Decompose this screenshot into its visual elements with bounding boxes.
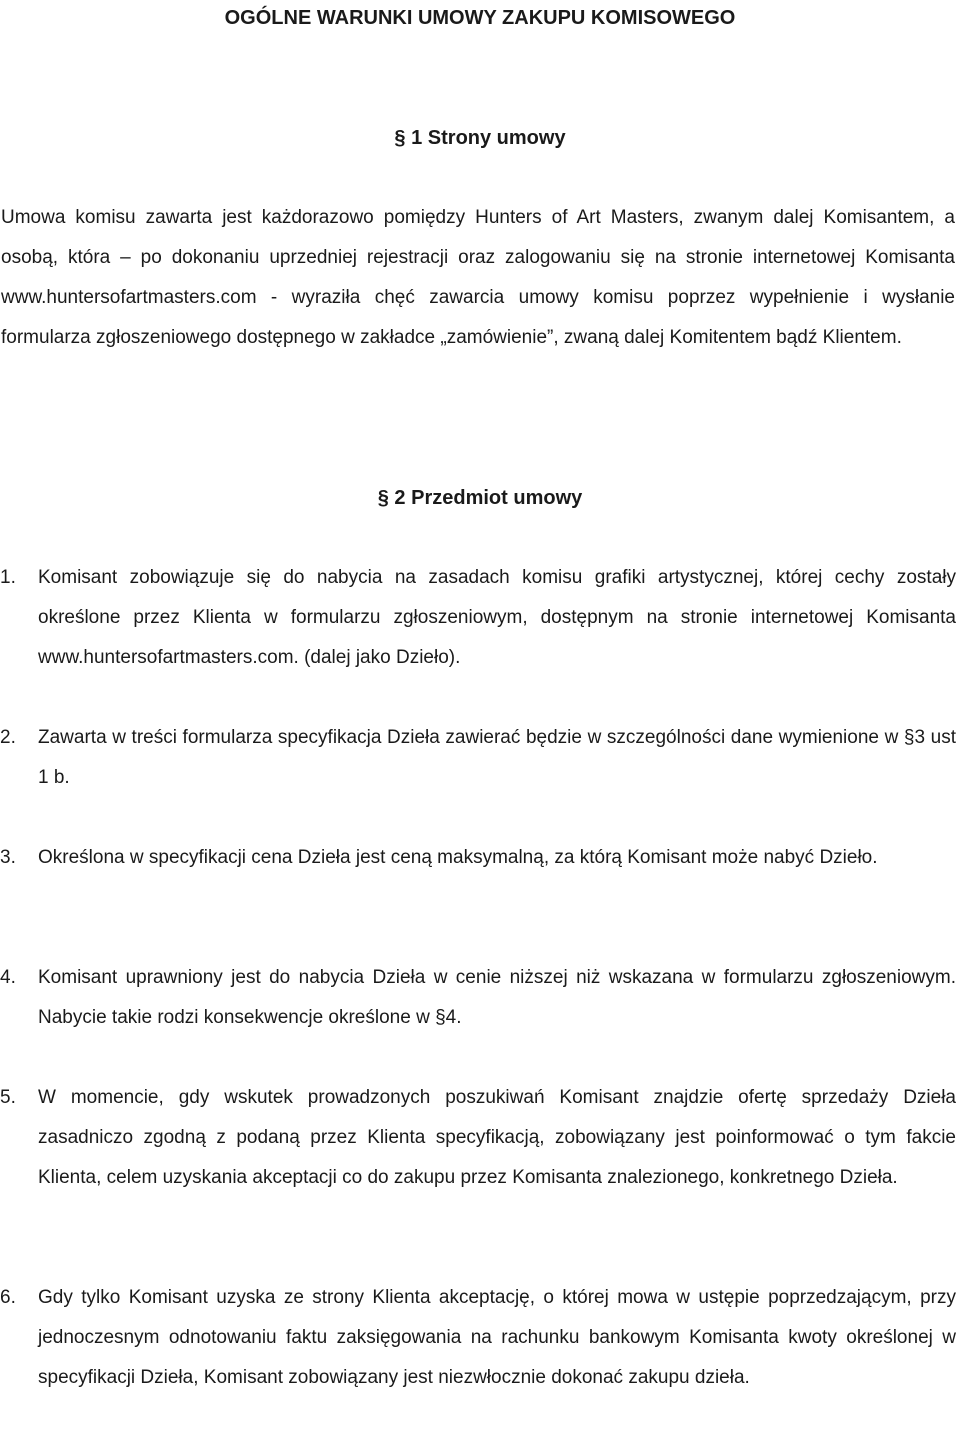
list-item-text: Komisant zobowiązuje się do nabycia na zasadach komisu grafiki artystycznej, której cechy zostały określone przez Klienta w formularzu zgłoszeniowym, dostępnym na stronie internetowej Komisanta www.huntersofartmasters.com. (dalej jako Dzieło). (38, 567, 956, 668)
list-item-text: Gdy tylko Komisant uzyska ze strony Klienta akceptację, o której mowa w ustępie poprzedzającym, przy jednoczesnym odnotowaniu faktu zaksięgowania na rachunku bankowym Komisanta kwoty określonej w specyfikacji Dzieła, Komisant zobowiązany jest niezwłocznie dokonać zakupu dzieła. (38, 1287, 956, 1388)
list-item-number: 2. (0, 727, 16, 748)
list-item-text: Zawarta w treści formularza specyfikacja Dzieła zawierać będzie w szczególności dane wymienione w §3 ust 1 b. (38, 727, 956, 788)
section-heading-strony-umowy: § 1 Strony umowy (394, 127, 566, 149)
list-item-number: 1. (0, 567, 16, 588)
list-item (0, 718, 956, 798)
list-item (0, 838, 956, 878)
list-item (0, 958, 956, 1038)
document-title: OGÓLNE WARUNKI UMOWY ZAKUPU KOMISOWEGO (224, 7, 736, 29)
list-item-text: W momencie, gdy wskutek prowadzonych poszukiwań Komisant znajdzie ofertę sprzedaży Dzieła zasadniczo zgodną z podaną przez Klienta specyfikacją, zobowiązany jest poinformować o tym fakcie Klienta, celem uzyskania akceptacji co do zakupu przez Komisanta znalezionego, konkretnego Dzieła. (38, 1087, 956, 1188)
list-item-number: 6. (0, 1287, 16, 1308)
list-item (0, 1078, 956, 1198)
section-heading-przedmiot-umowy: § 2 Przedmiot umowy (377, 487, 583, 509)
list-item (0, 1278, 956, 1398)
list-item-number: 3. (0, 847, 16, 868)
list-item-number: 4. (0, 967, 16, 988)
list-item-number: 5. (0, 1087, 16, 1108)
list-item-text: Określona w specyfikacji cena Dzieła jest ceną maksymalną, za którą Komisant może nabyć Dzieło. (38, 847, 878, 868)
list-item (0, 558, 956, 678)
section-1-paragraph: Umowa komisu zawarta jest każdorazowo pomiędzy Hunters of Art Masters, zwanym dalej Komisantem, a osobą, która – po dokonaniu uprzedniej rejestracji oraz zalogowaniu się na stronie internetowej Komisanta www.huntersofartmasters.com - wyraziła chęć zawarcia umowy komisu poprzez wypełnienie i wysłanie formularza zgłoszeniowego dostępnego w zakładce „zamówienie”, zwaną dalej Komitentem bądź Klientem. (1, 207, 955, 348)
list-item-text: Komisant uprawniony jest do nabycia Dzieła w cenie niższej niż wskazana w formularzu zgłoszeniowym. Nabycie takie rodzi konsekwencje określone w §4. (38, 967, 956, 1028)
